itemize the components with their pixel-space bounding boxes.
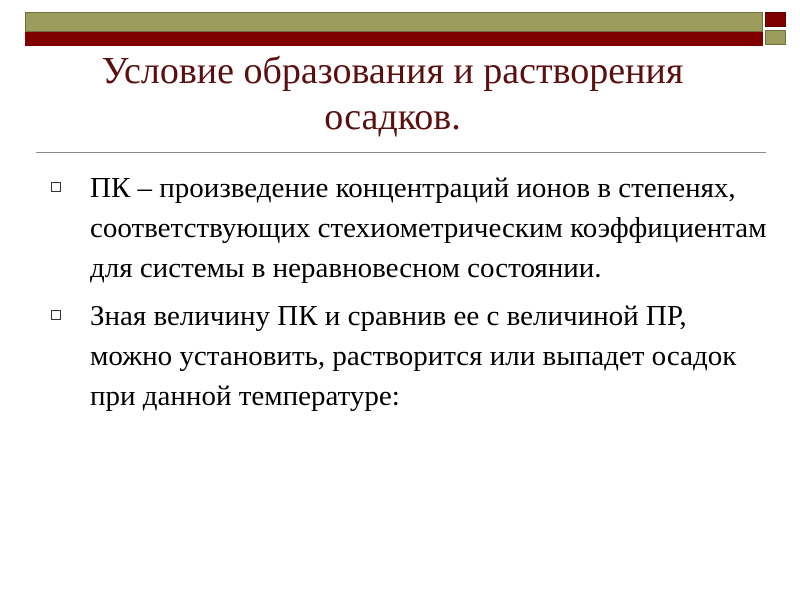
bullet-text-2: Зная величину ПК и сравнив ее с величиной ПР, можно установить, растворится или выпадет осадок при данной температуре: [90, 300, 737, 412]
hollow-square-bullet-icon [51, 182, 61, 192]
bullet-item-2 [48, 296, 768, 416]
corner-decor-top [765, 12, 786, 27]
header-band-red [25, 32, 763, 46]
hollow-square-bullet-icon [51, 310, 61, 320]
bullet-list [48, 168, 768, 424]
header-band-olive [25, 12, 763, 32]
corner-decor-bottom [765, 30, 786, 45]
bullet-text-1: ПК – произведение концентраций ионов в степенях, соответствующих стехиометрическим коэффициентам для системы в неравновесном состоянии. [90, 172, 767, 284]
title-divider [36, 152, 766, 153]
slide-title: Условие образования и растворения осадков. [101, 50, 684, 138]
bullet-item-1 [48, 168, 768, 288]
